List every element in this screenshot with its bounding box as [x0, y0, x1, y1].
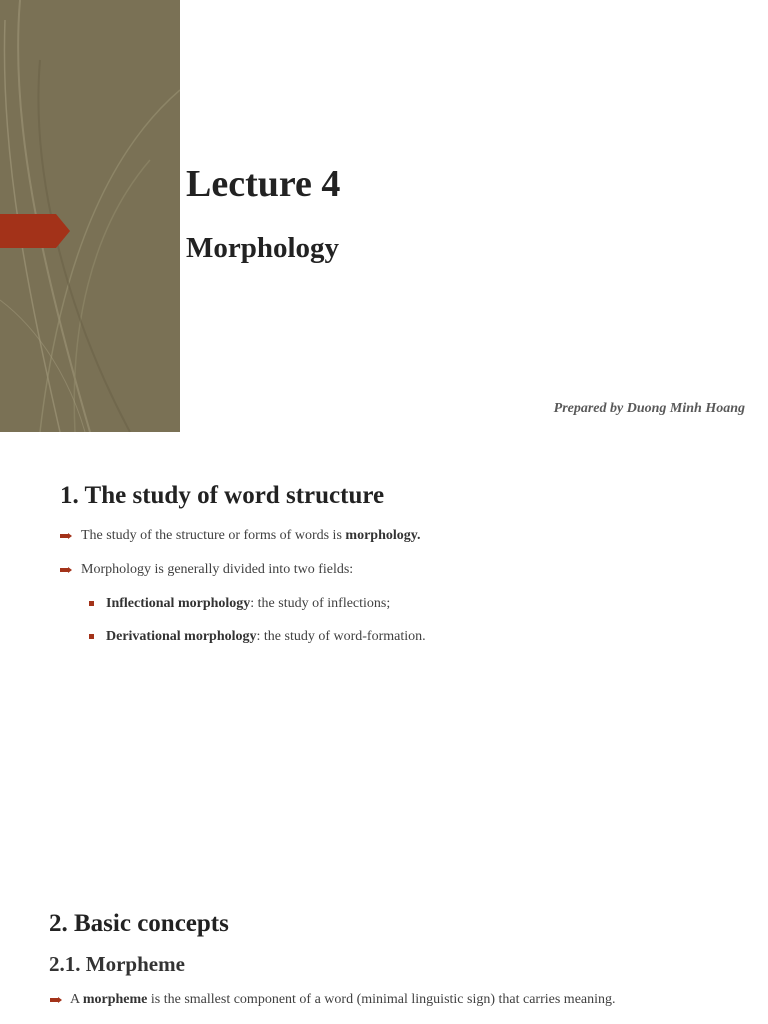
content-slide-basic-concepts — [0, 864, 768, 1024]
bullet-term: morphology. — [345, 528, 421, 543]
bullet-text: is the smallest component of a word (minimal linguistic sign) that carries meaning. — [147, 992, 616, 1007]
sub-bullet-item — [106, 629, 426, 645]
bullet-text: A — [70, 992, 83, 1007]
decorative-side-panel — [0, 0, 180, 432]
arrow-bullet-icon — [60, 567, 72, 573]
author-credit: Prepared by Duong Minh Hoang — [553, 401, 745, 416]
bullet-item — [81, 562, 353, 578]
bullet-term: Derivational morphology — [106, 629, 257, 644]
bullet-text: : the study of inflections; — [250, 596, 391, 611]
arrow-bullet-icon — [50, 997, 62, 1003]
square-bullet-icon — [89, 634, 94, 639]
slide-subtitle: Morphology — [186, 232, 340, 264]
section-heading: 1. The study of word structure — [60, 482, 385, 509]
bullet-item — [70, 992, 616, 1008]
bullet-item — [81, 528, 420, 544]
subsection-heading: 2.1. Morpheme — [49, 952, 185, 976]
title-slide — [0, 0, 768, 432]
arrow-bullet-icon — [60, 533, 72, 539]
bullet-text: Morphology is generally divided into two fields: — [81, 562, 354, 577]
bullet-term: Inflectional morphology — [106, 596, 251, 611]
content-slide-word-structure — [0, 432, 768, 864]
square-bullet-icon — [89, 601, 94, 606]
section-heading: 2. Basic concepts — [49, 910, 229, 937]
sub-bullet-item — [106, 596, 390, 612]
accent-arrow-tab — [0, 214, 70, 248]
bullet-text: : the study of word-formation. — [256, 629, 426, 644]
slide-title: Lecture 4 — [186, 163, 341, 205]
bullet-text: The study of the structure or forms of words is — [81, 528, 346, 543]
bullet-term: morpheme — [82, 992, 148, 1007]
